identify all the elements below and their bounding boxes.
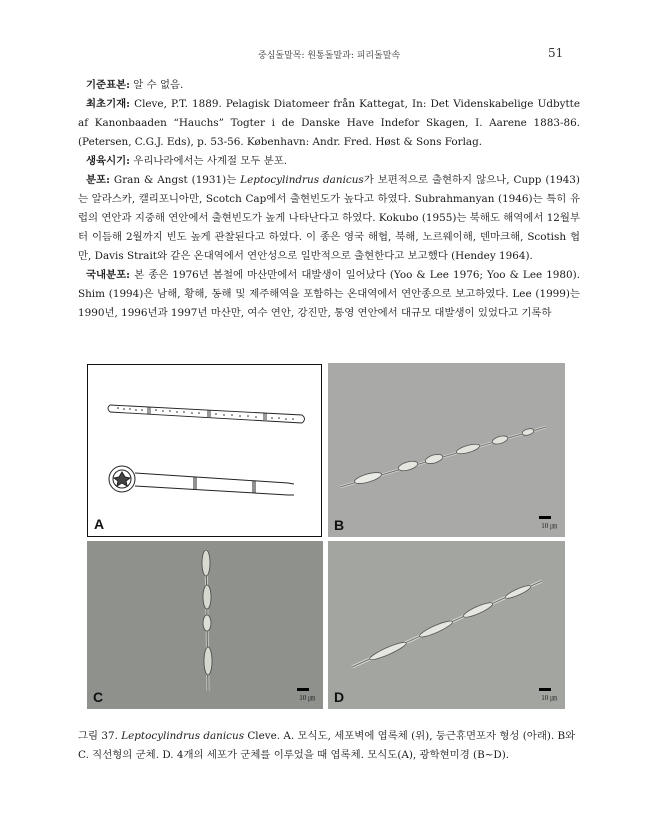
scale-bar-d bbox=[525, 688, 559, 704]
panel-d-label: D bbox=[334, 689, 345, 705]
scale-bar-c bbox=[283, 688, 317, 704]
distribution-text-pre: Gran & Angst (1931)는 bbox=[109, 174, 241, 186]
domestic-paragraph bbox=[78, 266, 580, 323]
season-paragraph bbox=[78, 152, 580, 171]
distribution-species-name: Leptocylindrus danicus bbox=[240, 174, 364, 186]
colony-micrograph-c bbox=[87, 541, 323, 709]
running-title: 중심돌말목: 원통돌말과: 피리돌말속 bbox=[258, 51, 401, 61]
body-text bbox=[78, 76, 580, 323]
type-specimen-text: 알 수 없음. bbox=[130, 79, 184, 91]
caption-prefix: 그림 37. bbox=[78, 730, 122, 742]
first-record-paragraph bbox=[78, 95, 580, 152]
panel-c-micrograph bbox=[87, 541, 323, 709]
distribution-paragraph bbox=[78, 171, 580, 266]
season-text: 우리나라에서는 사계절 모두 분포. bbox=[130, 155, 288, 167]
type-specimen-paragraph bbox=[78, 76, 580, 95]
panel-a-schematic bbox=[87, 364, 322, 537]
panel-b-label: B bbox=[334, 517, 345, 533]
scale-bar-d-label: 10 ㎛ bbox=[541, 694, 557, 702]
page-header bbox=[0, 44, 652, 64]
scale-bar-c-label: 10 ㎛ bbox=[299, 694, 315, 702]
scale-bar-b bbox=[525, 516, 559, 532]
panel-c-label: C bbox=[93, 689, 104, 705]
panel-b-micrograph bbox=[328, 363, 565, 537]
colony-micrograph-d bbox=[328, 541, 565, 709]
colony-micrograph-b bbox=[328, 363, 565, 537]
panel-a-label: A bbox=[94, 516, 105, 532]
first-record-label: 최초기재: bbox=[86, 98, 130, 110]
season-label: 생육시기: bbox=[86, 155, 130, 167]
resting-spore-chain bbox=[109, 466, 294, 495]
distribution-label: 분포: bbox=[86, 174, 110, 186]
domestic-text: 본 종은 1976년 봄철에 마산만에서 대발생이 일어났다 (Yoo & Lee 1976; Yoo & Lee 1980). Shim (1994)은 남해, 황해, 동해 및 제주해역을 포함하는 온대역에서 연안종으로 보고하였다. Lee (1999)는 1990년, 1996년과 1997년 마산만, 여수 연안, 강진만, 통영 연안에서 대규모 대발생이 있었다고 기록하 bbox=[78, 269, 580, 319]
figure-plate bbox=[86, 363, 566, 709]
first-record-text: Cleve, P.T. 1889. Pelagisk Diatomeer från Kattegat, In: Det Videnskabelige Udbytte af Kanonbaaden “Hauchs” Togter i de Danske Have Indefor Skagen, I. Aarene 1883-86. (Petersen, C.G.J. Eds), p. 53-56. København: Andr. Fred. Høst & Sons Forlag. bbox=[78, 98, 580, 148]
caption-species-name: Leptocylindrus danicus bbox=[121, 730, 245, 742]
scale-bar-b-label: 10 ㎛ bbox=[541, 522, 557, 530]
schematic-drawing bbox=[88, 365, 320, 535]
page-number: 51 bbox=[548, 46, 564, 60]
distribution-text-post: 가 보편적으로 출현하지 않으나, Cupp (1943)는 알라스카, 캘리포니아만, Scotch Cap에서 출현빈도가 높다고 하였다. Subrahmanyan (1946)는 특히 유럽의 연안과 지중해 연안에서 출현빈도가 높게 나타난다고 하였다. Kokubo (1955)는 북해도 해역에서 12월부터 이듬해 2월까지 빈도 높게 관찰된다고 하였다. 이 종은 영국 해협, 북해, 노르웨이해, 덴마크해, Scotish 협만, Davis Strait와 같은 온대역에서 연안성으로 일반적으로 출현한다고 보고했다 (Hendey 1964). bbox=[78, 174, 580, 262]
panel-d-micrograph bbox=[328, 541, 565, 709]
caption-text: Cleve. A. 모식도, 세포벽에 엽록체 (위), 둥근휴면포자 형성 (아래). B와 C. 직선형의 군체. D. 4개의 세포가 군체를 이루었을 때 엽록체. 모식도(A), 광학현미경 (B~D). bbox=[78, 730, 576, 761]
figure-caption bbox=[78, 727, 578, 765]
type-specimen-label: 기준표본: bbox=[86, 79, 130, 91]
upper-cell-chain bbox=[108, 405, 305, 423]
domestic-label: 국내분포: bbox=[86, 269, 130, 281]
